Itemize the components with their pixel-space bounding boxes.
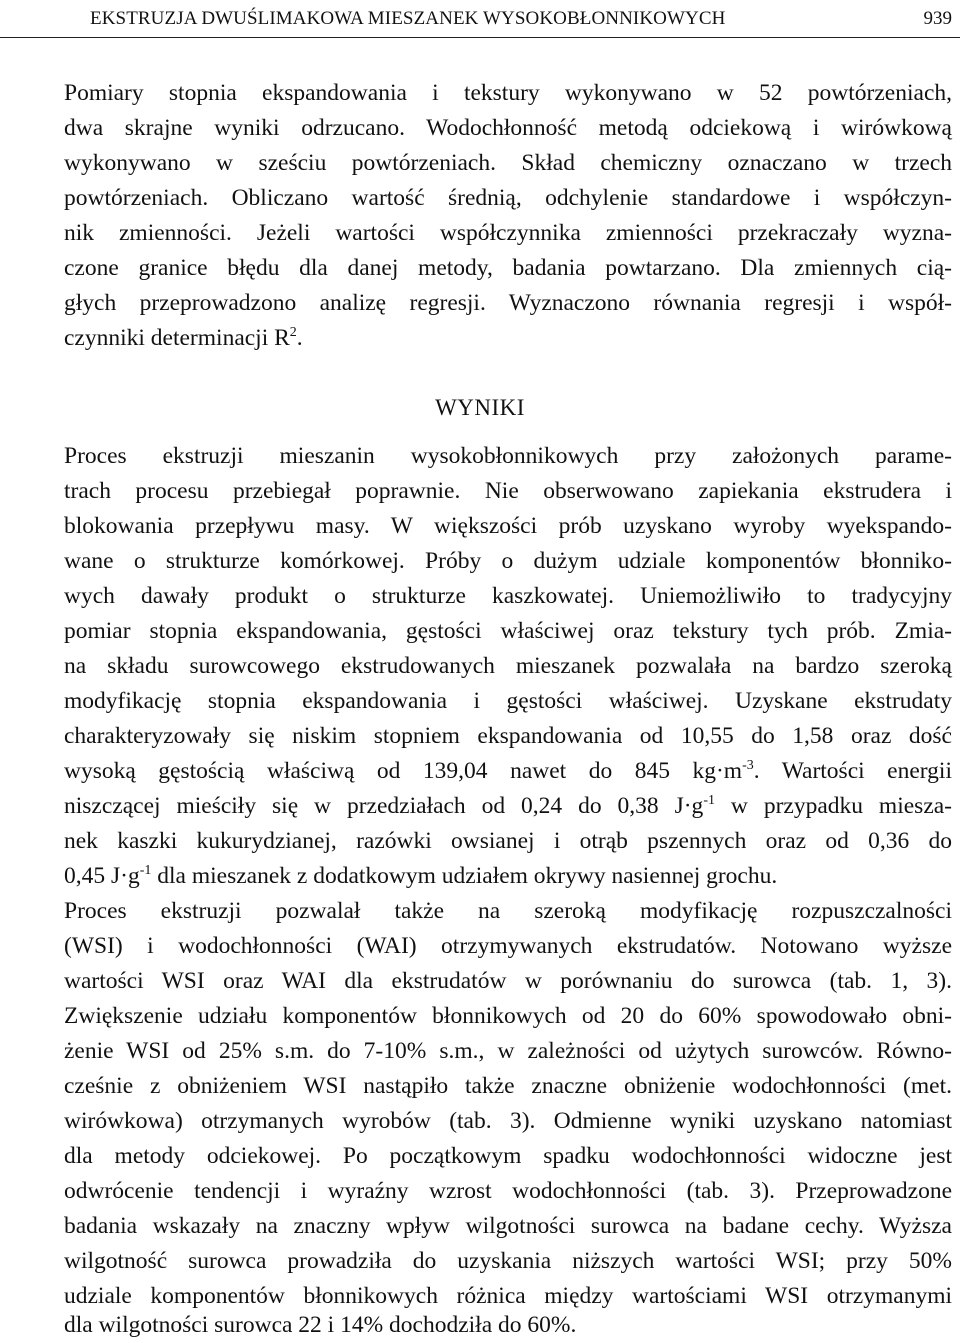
p1-line-8-superscript: 2: [289, 325, 297, 340]
running-header: [64, 4, 952, 34]
p3-line-1: Proces ekstruzji pozwalał także na szeroką modyfikację rozpuszczalności: [64, 898, 952, 924]
p1-line-8-end: .: [296, 325, 303, 351]
p3-line-10: badania wskazały na znaczny wpływ wilgotności surowca na badane cechy. Wyższa: [64, 1213, 952, 1239]
p1-line-3: wykonywano w sześciu powtórzeniach. Skład chemiczny oznaczano w trzech: [64, 150, 952, 176]
p3-line-3: wartości WSI oraz WAI dla ekstrudatów w porównaniu do surowca (tab. 1, 3).: [64, 968, 952, 994]
p3-line-5: żenie WSI od 25% s.m. do 7-10% s.m., w zależności od użytych surowców. Równo-: [64, 1038, 952, 1064]
p1-line-2: dwa skrajne wyniki odrzucano. Wodochłonność metodą odciekową i wirówkową: [64, 115, 952, 141]
p2-line-10-end: . Wartości energii: [753, 758, 952, 784]
p2-line-3: blokowania przepływu masy. W większości prób uzyskano wyroby wyekspando-: [64, 513, 952, 539]
p2-line-9: charakteryzowały się niskim stopniem ekspandowania od 10,55 do 1,58 oraz dość: [64, 723, 952, 749]
p2-line-5: wych dawały produkt o strukturze kaszkowatej. Uniemożliwiło to tradycyjny: [64, 583, 952, 609]
p1-line-8: [64, 321, 952, 356]
section-heading: WYNIKI: [435, 395, 525, 420]
page-number: 939: [923, 8, 952, 29]
header-rule: [0, 37, 960, 38]
p2-line-13-text: 0,45 J·g: [64, 863, 140, 889]
p2-line-1: Proces ekstruzji mieszanin wysokobłonnikowych przy założonych parame-: [64, 443, 952, 469]
p2-line-7: na składu surowcowego ekstrudowanych mieszanek pozwalała na bardzo szeroką: [64, 653, 952, 679]
p2-line-8: modyfikację stopnia ekspandowania i gęstości właściwej. Uzyskane ekstrudaty: [64, 688, 952, 714]
p3-line-8: dla metody odciekowej. Po początkowym spadku wodochłonności widoczne jest: [64, 1143, 952, 1169]
p2-line-13-end: dla mieszanek z dodatkowym udziałem okrywy nasiennej grochu.: [151, 863, 778, 889]
p2-line-11-superscript: -1: [703, 793, 715, 808]
p2-line-11-text: niszczącej mieściły się w przedziałach od 0,24 do 0,38 J·g: [64, 793, 704, 819]
p1-line-5: nik zmienności. Jeżeli wartości współczynnika zmienności przekraczały wyzna-: [64, 220, 952, 246]
p3-line-11: wilgotność surowca prowadziła do uzyskania niższych wartości WSI; przy 50%: [64, 1248, 952, 1274]
p1-line-6: czone granice błędu dla danej metody, badania powtarzano. Dla zmiennych cią-: [64, 255, 952, 281]
p1-line-4: powtórzeniach. Obliczano wartość średnią, odchylenie standardowe i współczyn-: [64, 185, 952, 211]
p2-line-6: pomiar stopnia ekspandowania, gęstości właściwej oraz tekstury tych prób. Zmia-: [64, 618, 952, 644]
p2-line-12: nek kaszki kukurydzianej, razówki owsianej i otrąb pszennych oraz od 0,36 do: [64, 828, 952, 854]
p2-line-11: [64, 789, 952, 824]
p3-line-4: Zwiększenie udziału komponentów błonnikowych od 20 do 60% spowodowało obni-: [64, 1003, 952, 1029]
p3-line-12: udziale komponentów błonnikowych różnica między wartościami WSI otrzymanymi: [64, 1283, 952, 1309]
p2-line-2: trach procesu przebiegał poprawnie. Nie obserwowano zapiekania ekstrudera i: [64, 478, 952, 504]
p1-line-8-text: czynniki determinacji R: [64, 325, 290, 351]
p3-line-7: wirówkowa) otrzymanych wyrobów (tab. 3). Odmienne wyniki uzyskano natomiast: [64, 1108, 952, 1134]
p3-line-9: odwrócenie tendencji i wyraźny wzrost wodochłonności (tab. 3). Przeprowadzone: [64, 1178, 952, 1204]
p2-line-10-superscript: -3: [742, 758, 754, 773]
p3-line-2: (WSI) i wodochłonności (WAI) otrzymywanych ekstrudatów. Notowano wyższe: [64, 933, 952, 959]
p2-line-4: wane o strukturze komórkowej. Próby o dużym udziale komponentów błonniko-: [64, 548, 952, 574]
p3-line-6: cześnie z obniżeniem WSI nastąpiło także znaczne obniżenie wodochłonności (met.: [64, 1073, 952, 1099]
running-title: EKSTRUZJA DWUŚLIMAKOWA MIESZANEK WYSOKOBŁONNIKOWYCH: [90, 8, 726, 29]
p3-line-13: dla wilgotności surowca 22 i 14% dochodziła do 60%.: [64, 1312, 577, 1338]
p1-line-1: Pomiary stopnia ekspandowania i tekstury wykonywano w 52 powtórzeniach,: [64, 80, 952, 106]
p2-line-13: [64, 859, 952, 894]
p2-line-11-end: w przypadku miesza-: [714, 793, 953, 819]
p1-line-7: głych przeprowadzono analizę regresji. Wyznaczono równania regresji i współ-: [64, 290, 952, 316]
p2-line-10: [64, 754, 952, 789]
p2-line-13-superscript: -1: [139, 863, 152, 878]
p2-line-10-text: wysoką gęstością właściwą od 139,04 nawet do 845 kg·m: [64, 758, 743, 784]
